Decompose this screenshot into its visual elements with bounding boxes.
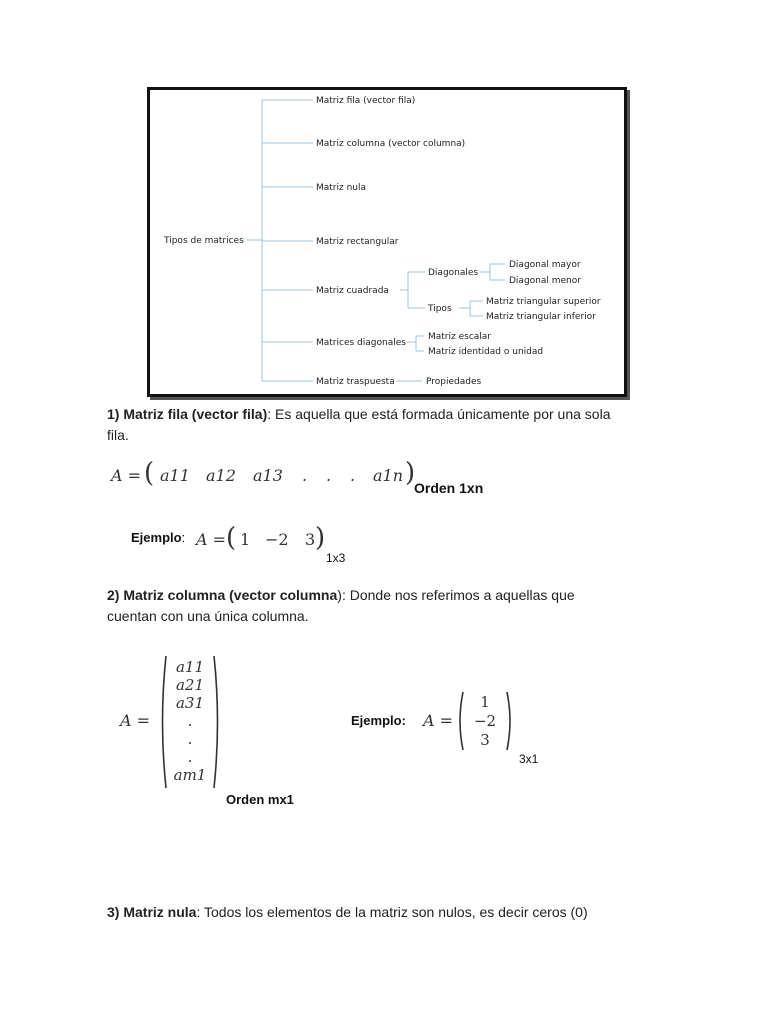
row-vector-a13: a13 [253, 466, 283, 485]
example2-entry-1: 1 [480, 693, 490, 711]
diagram-branch-cuadrada: Matriz cuadrada [316, 286, 389, 296]
row-vector-a11: a11 [160, 466, 190, 485]
diagram-propiedades: Propiedades [426, 377, 482, 387]
example2-entry-2: −2 [473, 712, 497, 730]
column-vector-order-label: Orden mx1 [226, 792, 294, 807]
section1-text-line2: fila. [107, 427, 129, 443]
section2-paragraph [107, 585, 667, 627]
column-vector-am1: am1 [173, 766, 207, 784]
row-vector-open-paren: ( [144, 457, 155, 489]
example1-entry-1: 1 [240, 530, 251, 549]
diagram-tipos-label: Tipos [428, 304, 452, 314]
column-vector-entries [172, 658, 208, 784]
diagram-triangular-inferior: Matriz triangular inferior [486, 312, 596, 322]
diagram-diagonal-mayor: Diagonal mayor [509, 260, 581, 270]
column-vector-lhs: A = [120, 711, 151, 730]
column-vector-a11: a11 [175, 658, 205, 676]
section3-paragraph [107, 902, 667, 923]
column-vector-dot3: . [187, 748, 193, 766]
section1-paragraph [107, 404, 667, 446]
column-vector-dot2: . [187, 730, 193, 748]
matrix-types-diagram [147, 87, 627, 397]
diagram-branch-diagonales: Matrices diagonales [316, 338, 406, 348]
row-vector-dot2: . [326, 466, 332, 485]
section3-text: : Todos los elementos de la matriz son nulos, es decir ceros (0) [196, 904, 588, 920]
section2-heading: 2) Matriz columna (vector columna [107, 587, 338, 603]
row-vector-lhs: A = [111, 466, 142, 485]
diagram-triangular-superior: Matriz triangular superior [486, 297, 601, 307]
column-vector-a21: a21 [175, 676, 205, 694]
row-vector-dot1: . [302, 466, 308, 485]
section1-text: : Es aquella que está formada únicamente por una sola [267, 406, 611, 422]
example1-lhs: A = [196, 530, 227, 549]
diagram-matriz-identidad: Matriz identidad o unidad [428, 347, 544, 357]
row-vector-dot3: . [350, 466, 356, 485]
column-vector-dot1: . [187, 712, 193, 730]
diagram-branch-fila: Matriz fila (vector fila) [316, 96, 416, 106]
column-vector-a31: a31 [175, 694, 205, 712]
row-vector-a1n: a1n [373, 466, 404, 485]
example1-open-paren: ( [226, 523, 237, 553]
diagram-root-label: Tipos de matrices [164, 236, 244, 246]
example2-entry-3: 3 [480, 731, 490, 749]
row-vector-a12: a12 [206, 466, 236, 485]
diagram-svg [150, 90, 624, 394]
example1-entry-3: 3 [305, 530, 316, 549]
diagram-branch-columna: Matriz columna (vector columna) [316, 139, 466, 149]
example1-entry-2: −2 [265, 530, 289, 549]
diagram-branch-traspuesta: Matriz traspuesta [316, 377, 395, 387]
diagram-branch-rectangular: Matriz rectangular [316, 237, 399, 247]
example1-label: Ejemplo: [131, 530, 186, 545]
diagram-matriz-escalar: Matriz escalar [428, 332, 491, 342]
row-vector-close-paren: ) [405, 458, 416, 488]
diagram-branch-nula: Matriz nula [316, 183, 367, 193]
example2-lhs: A = [423, 711, 454, 730]
example2-label: Ejemplo: [351, 713, 406, 728]
diagram-diagonal-menor: Diagonal menor [509, 276, 581, 286]
diagram-diagonales-label: Diagonales [428, 268, 479, 278]
example1-close-paren: ) [315, 523, 326, 553]
example2-dimension: 3x1 [519, 752, 539, 766]
example1-dimension: 1x3 [326, 551, 346, 565]
section3-heading: 3) Matriz nula [107, 904, 197, 920]
section2-text-line2: cuentan con una única columna. [107, 608, 309, 624]
row-vector-order-label: Orden 1xn [414, 480, 484, 496]
section1-heading: 1) Matriz fila (vector fila) [107, 406, 268, 422]
example2-entries [466, 693, 504, 750]
section2-text: ): Donde nos referimos a aquellas que [337, 587, 575, 603]
